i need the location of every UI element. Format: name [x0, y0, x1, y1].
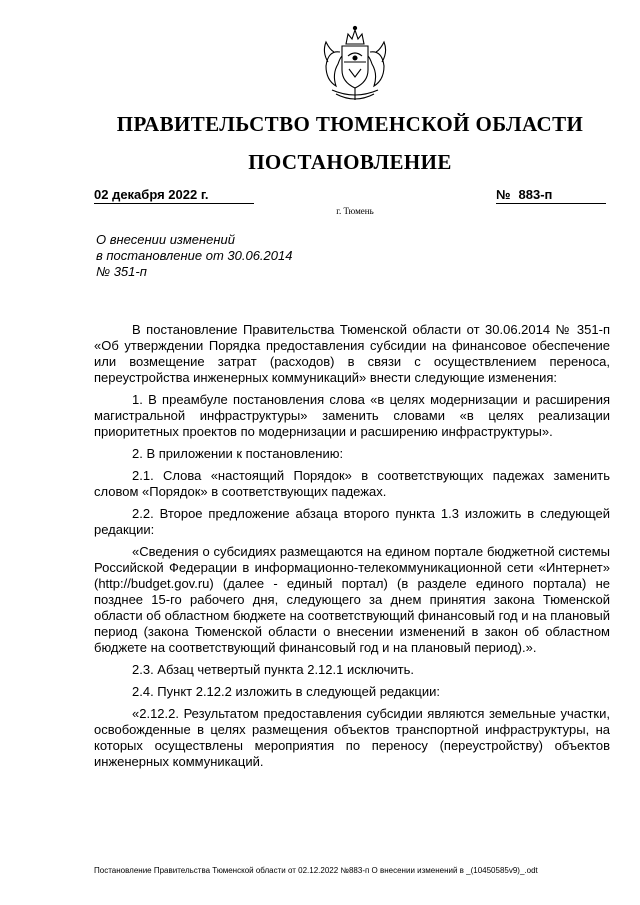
page-footer: Постановление Правительства Тюменской области от 02.12.2022 №883-п О внесении изменений в _(10450585v9)_.odt: [94, 866, 538, 875]
document-body: [94, 322, 610, 776]
city-label: г. Тюмень: [336, 206, 374, 216]
government-title: ПРАВИТЕЛЬСТВО ТЮМЕНСКОЙ ОБЛАСТИ: [116, 112, 584, 136]
document-subject: [96, 232, 356, 280]
body-paragraph-9: «2.12.2. Результатом предоставления субсидии являются земельные участки, освобожденные в целях размещения объектов транспортной инфраструктуры, на которых осуществлены мероприятия по переносу (переустройству) объектов инженерных коммуникаций.: [94, 706, 610, 769]
body-paragraph-4: 2.1. Слова «настоящий Порядок» в соответствующих падежах заменить словом «Порядок» в соответствующих падежах.: [94, 468, 610, 499]
coat-of-arms-icon: [318, 22, 392, 106]
subject-line-2: в постановление от 30.06.2014: [96, 248, 293, 263]
body-paragraph-6: «Сведения о субсидиях размещаются на едином портале бюджетной системы Российской Федерации в информационно-телекоммуникационной сети «Интернет» (http://budget.gov.ru) (далее - единый портал) (в разделе единого портала) не позднее 15-го рабочего дня, следующего за днем принятия закона Тюменской области об областном бюджете на соответствующий финансовый год и на плановый период (закона Тюменской области о внесении изменений в закон об областном бюджете на соответствующий финансовый год и на плановый период).».: [94, 544, 610, 655]
document-number: [496, 187, 606, 204]
body-paragraph-1: В постановление Правительства Тюменской области от 30.06.2014 № 351-п «Об утверждении Порядка предоставления субсидии на финансовое обеспечение или возмещение затрат (расходов) в связи с осуществлением переноса, переустройства инженерных коммуникаций» внести следующие изменения:: [94, 322, 610, 385]
body-paragraph-2: 1. В преамбуле постановления слова «в целях модернизации и расширения магистральной инфраструктуры» заменить словами «в целях реализации приоритетных проектов по модернизации и расширению инфраструктуры».: [94, 392, 610, 439]
body-paragraph-5: 2.2. Второе предложение абзаца второго пункта 1.3 изложить в следующей редакции:: [94, 506, 610, 537]
body-paragraph-7: 2.3. Абзац четвертый пункта 2.12.1 исключить.: [132, 662, 414, 677]
number-value: 883-п: [518, 187, 553, 202]
number-sign: №: [496, 187, 511, 202]
document-date: 02 декабря 2022 г.: [94, 187, 254, 204]
body-paragraph-3: 2. В приложении к постановлению:: [132, 446, 344, 461]
body-paragraph-8: 2.4. Пункт 2.12.2 изложить в следующей редакции:: [132, 684, 440, 699]
subject-line-3: № 351-п: [96, 264, 147, 279]
subject-line-1: О внесении изменений: [96, 232, 235, 247]
document-type: ПОСТАНОВЛЕНИЕ: [248, 150, 452, 174]
